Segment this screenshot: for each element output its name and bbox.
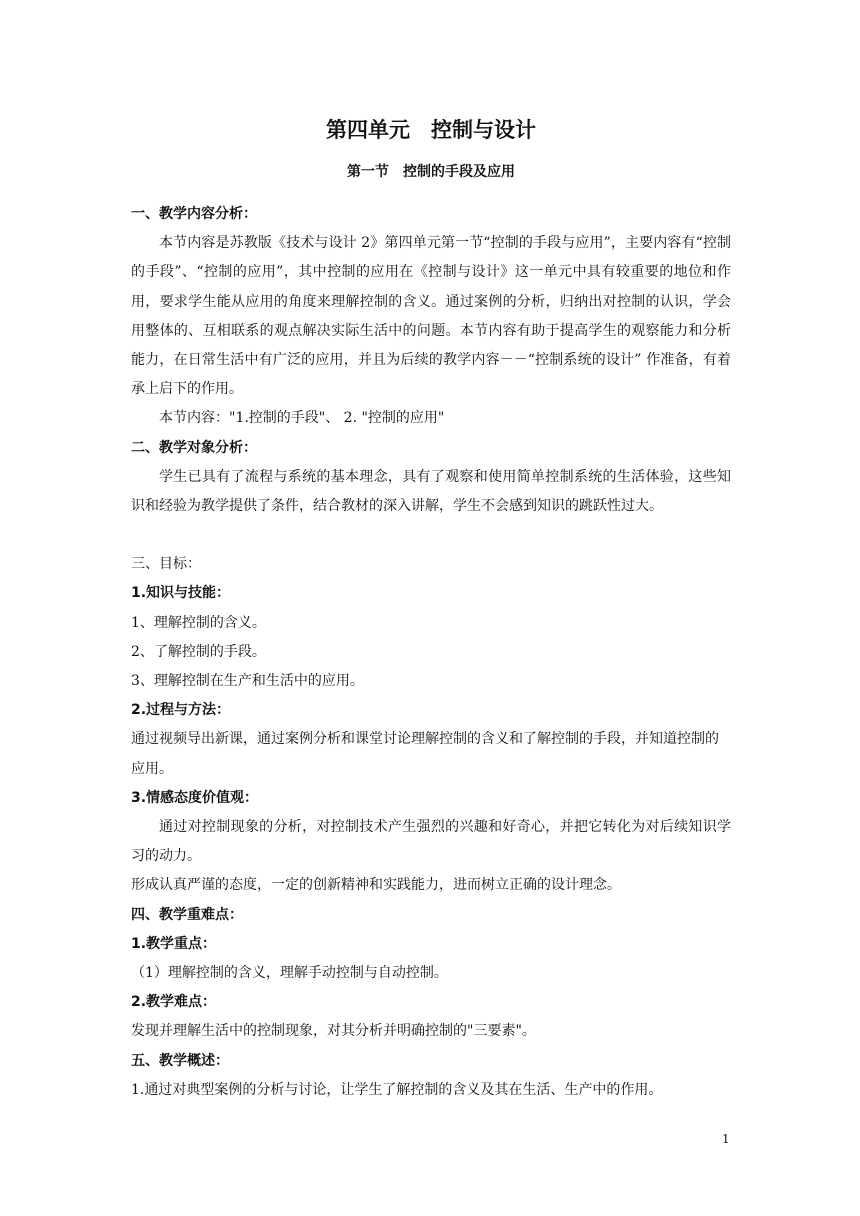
document-body — [131, 200, 731, 1105]
goal-item: 3、理解控制在生产和生活中的应用。 — [131, 673, 364, 690]
document-title: 第四单元 控制与设计 — [326, 118, 536, 142]
paragraph-attitude-values: 通过对控制现象的分析，对控制技术产生强烈的兴趣和好奇心，并把它转化为对后续知识学习的动力。 — [131, 819, 731, 865]
key-point-item: （1）理解控制的含义，理解手动控制与自动控制。 — [131, 965, 448, 982]
heading-key-difficult-points: 四、教学重难点： — [131, 906, 243, 923]
paragraph-teaching-overview: 1.通过对典型案例的分析与讨论，让学生了解控制的含义及其在生活、生产中的作用。 — [131, 1081, 663, 1098]
paragraph-attitude-values-2: 形成认真严谨的态度，一定的创新精神和实践能力，进而树立正确的设计理念。 — [131, 877, 621, 894]
subheading-attitude-values: 3.情感态度价值观： — [131, 789, 259, 806]
subheading-difficult-points: 2.教学难点： — [131, 994, 217, 1011]
heading-content-analysis: 一、教学内容分析： — [131, 206, 257, 222]
heading-student-analysis: 二、教学对象分析： — [131, 439, 257, 456]
blank-line — [131, 521, 731, 550]
heading-teaching-overview: 五、教学概述： — [131, 1052, 229, 1069]
paragraph-section-content: 本节内容："1.控制的手段"、 2. "控制的应用" — [159, 410, 445, 427]
goal-item: 1、理解控制的含义。 — [131, 614, 266, 631]
paragraph-difficult-points: 发现并理解生活中的控制现象，对其分析并明确控制的"三要素"。 — [131, 1023, 536, 1040]
paragraph-content-analysis: 本节内容是苏教版《技术与设计 2》第四单元第一节“控制的手段与应用”，主要内容有“控制的手段”、“控制的应用”，其中控制的应用在《控制与设计》这一单元中具有较重要的地位和作用，要求学生能从应用的角度来理解控制的含义。通过案例的分析，归纳出对控制的认识，学会用整体的、互相联系的观点解决实际生活中的问题。本节内容有助于提高学生的观察能力和分析能力，在日常生活中有广泛的应用，并且为后续的教学内容－－“控制系统的设计” 作准备，有着承上启下的作用。 — [131, 235, 731, 398]
section-subtitle: 第一节 控制的手段及应用 — [347, 164, 515, 180]
heading-goals: 三、目标： — [131, 556, 201, 573]
paragraph-student-analysis: 学生已具有了流程与系统的基本理念，具有了观察和使用简单控制系统的生活体验，这些知识和经验为教学提供了条件，结合教材的深入讲解，学生不会感到知识的跳跃性过大。 — [131, 468, 731, 515]
paragraph-process-method: 通过视频导出新课，通过案例分析和课堂讨论理解控制的含义和了解控制的手段，并知道控制的应用。 — [131, 731, 719, 777]
page-number: 1 — [722, 1132, 730, 1146]
subheading-process-method: 2.过程与方法： — [131, 702, 231, 719]
subheading-knowledge-skills: 1.知识与技能： — [131, 585, 231, 602]
subheading-key-points: 1.教学重点： — [131, 935, 217, 952]
goal-item: 2、了解控制的手段。 — [131, 643, 266, 660]
